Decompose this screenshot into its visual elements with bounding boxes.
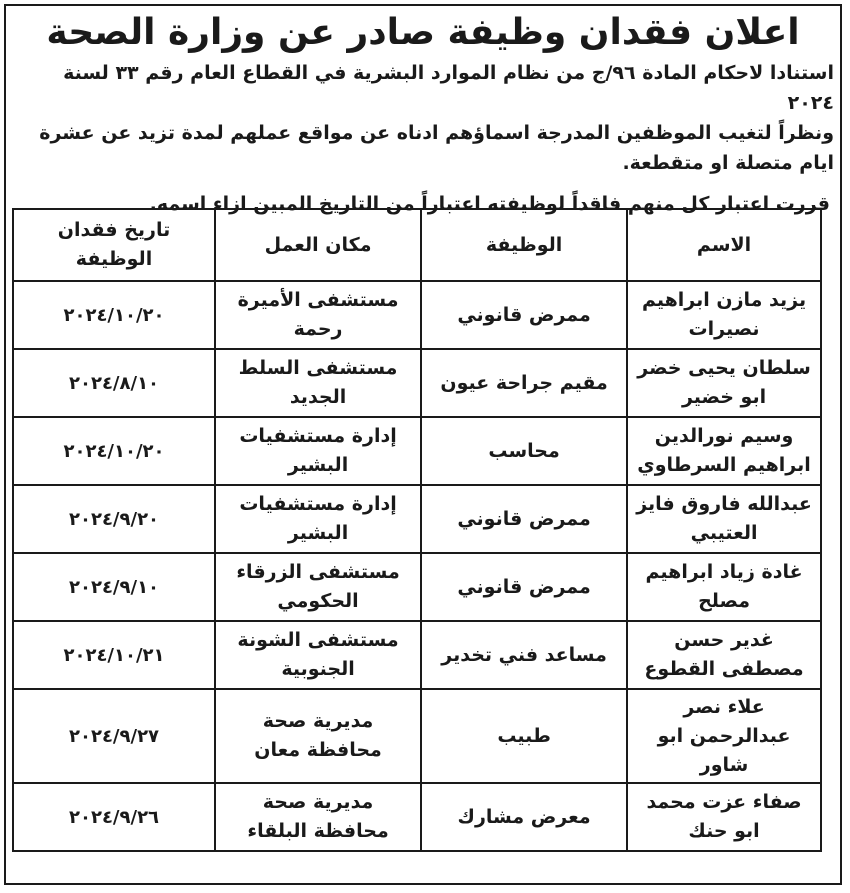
cell-name: وسيم نورالدين ابراهيم السرطاوي [627,417,821,485]
cell-date: ٢٠٢٤/١٠/٢١ [13,621,215,689]
cell-job: محاسب [421,417,627,485]
intro-line: ايام متصلة او متقطعة. [622,152,834,174]
notice-intro [6,58,840,190]
cell-date: ٢٠٢٤/١٠/٢٠ [13,417,215,485]
cell-name: غدير حسن مصطفى القطوع [627,621,821,689]
cell-date: ٢٠٢٤/٩/٢٧ [13,689,215,783]
notice-title: اعلان فقدان وظيفة صادر عن وزارة الصحة [46,12,800,53]
cell-date: ٢٠٢٤/٩/١٠ [13,553,215,621]
cell-workplace: مستشفى الزرقاء الحكومي [215,553,421,621]
table-row [13,783,821,851]
header-workplace: مكان العمل [215,209,421,281]
cell-job: ممرض قانوني [421,281,627,349]
table-row [13,485,821,553]
cell-workplace: إدارة مستشفيات البشير [215,485,421,553]
table-row [13,553,821,621]
table-row [13,621,821,689]
cell-workplace: مديرية صحة محافظة البلقاء [215,783,421,851]
cell-name: علاء نصر عبدالرحمن ابو شاور [627,689,821,783]
cell-date: ٢٠٢٤/٩/٢٠ [13,485,215,553]
intro-line: ونظراً لتغيب الموظفين المدرجة اسماؤهم ادناه عن مواقع عملهم لمدة تزيد عن عشرة [39,122,834,144]
cell-workplace: مديرية صحة محافظة معان [215,689,421,783]
cell-job: مقيم جراحة عيون [421,349,627,417]
cell-name: صفاء عزت محمد ابو حنك [627,783,821,851]
intro-line: استنادا لاحكام المادة ٩٦/ج من نظام الموارد البشرية في القطاع العام رقم ٣٣ لسنة ٢٠٢٤ [63,62,834,114]
header-job: الوظيفة [421,209,627,281]
cell-name: عبدالله فاروق فايز العتيبي [627,485,821,553]
cell-date: ٢٠٢٤/٩/٢٦ [13,783,215,851]
cell-job: ممرض قانوني [421,553,627,621]
table-row [13,689,821,783]
cell-workplace: مستشفى الشونة الجنوبية [215,621,421,689]
cell-workplace: إدارة مستشفيات البشير [215,417,421,485]
decision-text: قررت اعتبار كل منهم فاقداً لوظيفته اعتباراً من التاريخ المبين ازاء اسمه. [149,193,830,215]
table-header-row [13,209,821,281]
cell-job: طبيب [421,689,627,783]
table-row [13,349,821,417]
cell-workplace: مستشفى الأميرة رحمة [215,281,421,349]
header-date: تاريخ فقدان الوظيفة [13,209,215,281]
cell-name: سلطان يحيى خضر ابو خضير [627,349,821,417]
cell-date: ٢٠٢٤/١٠/٢٠ [13,281,215,349]
cell-job: ممرض قانوني [421,485,627,553]
cell-name: يزيد مازن ابراهيم نصيرات [627,281,821,349]
cell-workplace: مستشفى السلط الجديد [215,349,421,417]
cell-date: ٢٠٢٤/٨/١٠ [13,349,215,417]
cell-name: غادة زياد ابراهيم مصلح [627,553,821,621]
header-name: الاسم [627,209,821,281]
employees-table [12,208,822,852]
cell-job: معرض مشارك [421,783,627,851]
cell-job: مساعد فني تخدير [421,621,627,689]
table-row [13,417,821,485]
table-row [13,281,821,349]
